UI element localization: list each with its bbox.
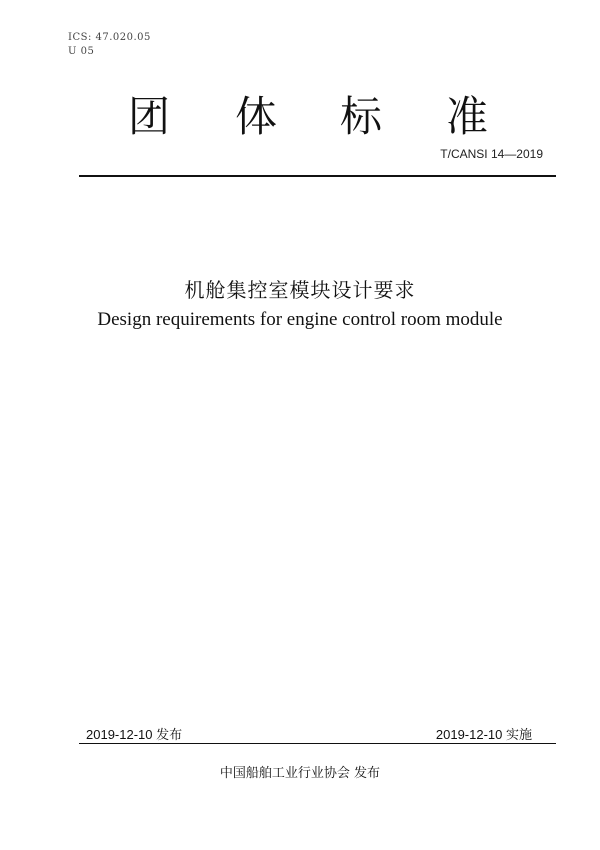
implement-date: 2019-12-10 实施 — [435, 727, 532, 742]
cover-title-char: 标 — [340, 92, 383, 141]
cover-title-char: 体 — [235, 92, 278, 141]
publisher: 中国船舶工业行业协会 发布 — [219, 766, 381, 781]
standard-number: T/CANSI 14—2019 — [440, 147, 543, 161]
document-title-en: Design requirements for engine control room module — [97, 309, 503, 330]
ics-code: ICS: 47.020.05 — [68, 32, 151, 43]
cover-title-char: 准 — [446, 92, 489, 141]
bottom-divider — [79, 743, 556, 744]
cover-title-char: 团 — [128, 92, 171, 141]
top-divider — [79, 175, 556, 177]
document-title-zh: 机舱集控室模块设计要求 — [184, 278, 416, 302]
ccs-code: U 05 — [68, 46, 95, 57]
publish-date: 2019-12-10 发布 — [86, 727, 183, 742]
